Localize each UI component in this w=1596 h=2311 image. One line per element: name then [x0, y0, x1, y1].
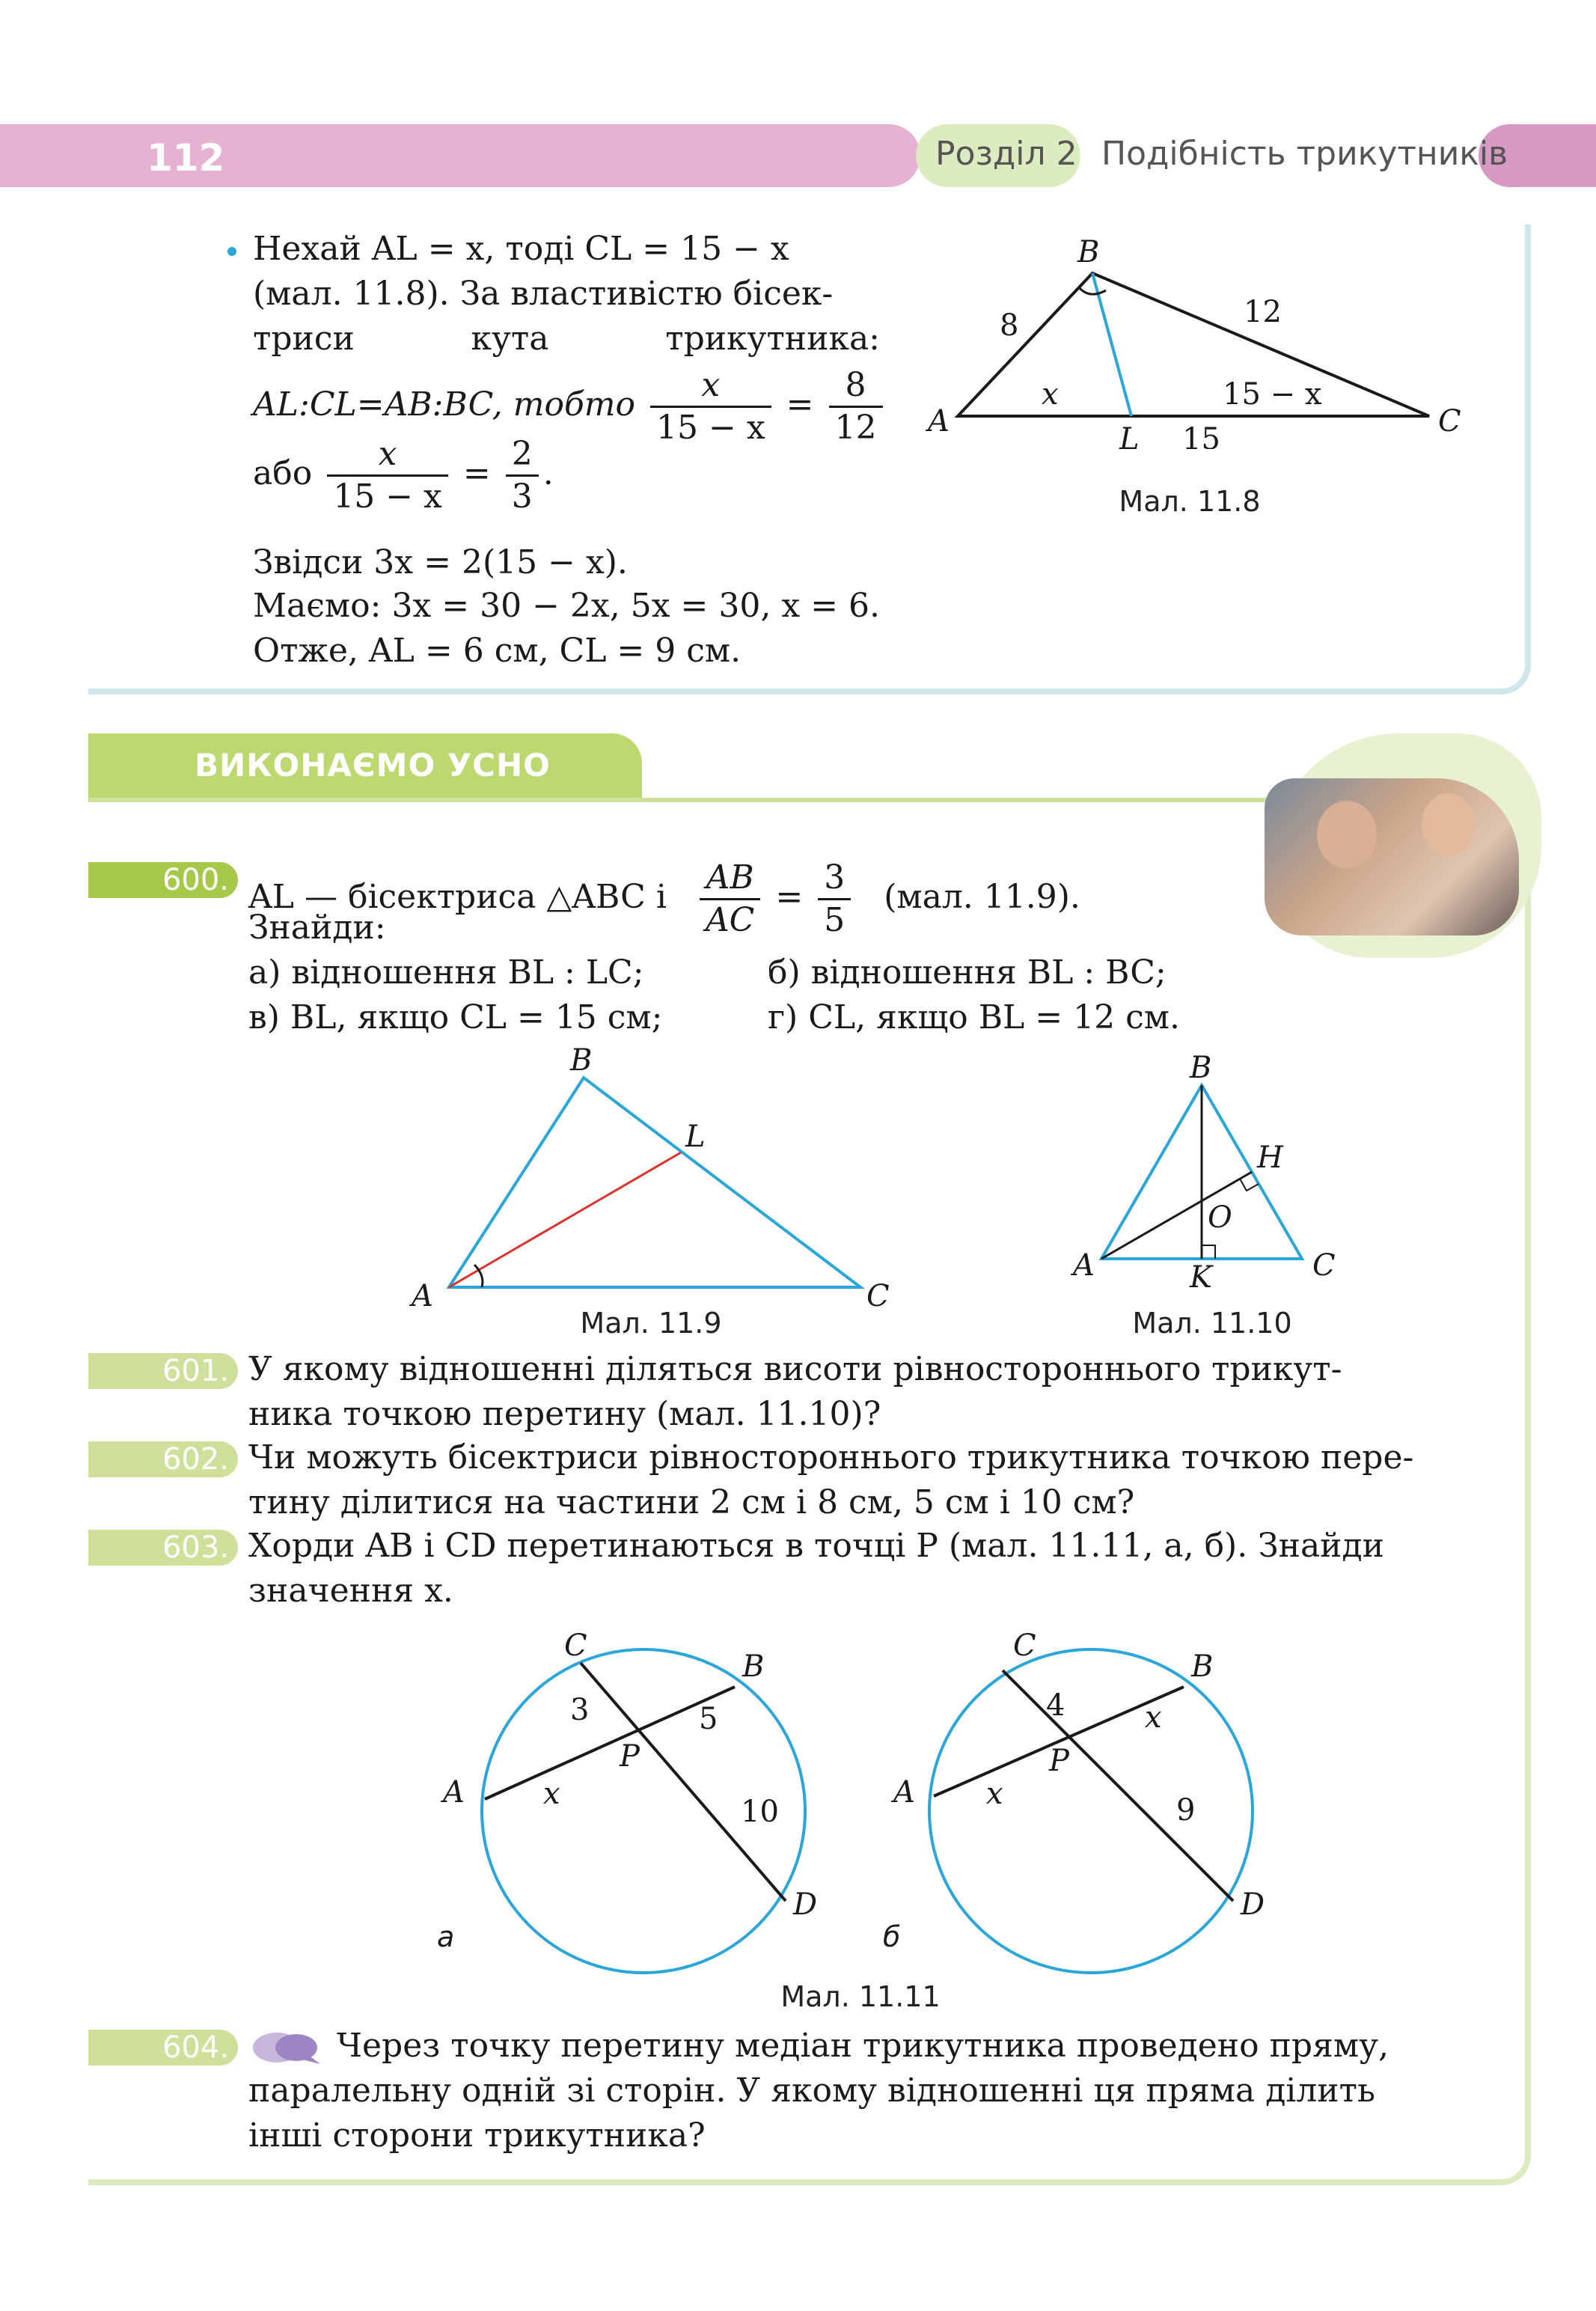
equals-sign: = — [786, 385, 814, 424]
label-k: K — [1190, 1260, 1212, 1295]
problem-604-line-2: паралельну одній зі сторін. У якому відношенні ця пряма ділить — [248, 2072, 1375, 2110]
caption-11-8: Мал. 11.8 — [1119, 485, 1261, 518]
equals-sign: = — [775, 878, 804, 916]
label-c: C — [1438, 404, 1461, 439]
problem-600-line-2: Знайди: — [248, 909, 386, 947]
label-l: L — [685, 1120, 706, 1154]
example-fraction-1 — [650, 365, 771, 448]
problem-600-fraction-1 — [700, 858, 760, 941]
problem-600-fraction-2 — [818, 858, 851, 941]
label-o: O — [1208, 1200, 1232, 1235]
problem-601-line-2: ника точкою перетину (мал. 11.10)? — [248, 1395, 881, 1433]
problem-604-badge: 604. — [88, 2030, 238, 2066]
caption-11-11: Мал. 11.11 — [780, 1980, 941, 2013]
page-number: 112 — [147, 136, 225, 180]
problem-601-badge: 601. — [88, 1353, 238, 1389]
problem-600-a: а) відношення BL : LC; — [248, 953, 644, 992]
example-line-4-prefix: AL:CL=AB:BC, тобто — [253, 385, 636, 424]
figure-11-9 — [404, 1048, 913, 1317]
problem-604-line-1: Через точку перетину медіан трикутника проведено пряму, — [337, 2027, 1389, 2065]
bullet — [227, 247, 236, 256]
header-band — [0, 124, 920, 187]
fraction-numerator: 3 — [818, 858, 851, 900]
problem-600-text: AL — бісектриса △ABC і — [248, 878, 667, 916]
problem-602-line-2: тину ділитися на частини 2 см і 8 см, 5 см і 10 см? — [248, 1483, 1135, 1521]
label-d: D — [1241, 1887, 1265, 1922]
fraction-numerator: AB — [700, 858, 760, 900]
example-line-5: або $\frac{x}{15 - x}$ = $\frac{2}{3}$ . — [253, 435, 554, 516]
side-bc: 12 — [1244, 295, 1282, 329]
bisector-al — [449, 1153, 681, 1287]
triangle-abc — [958, 273, 1429, 416]
example-line-1: Нехай AL = x, тоді CL = 15 − x — [253, 230, 789, 268]
chord-cd — [581, 1663, 786, 1901]
problem-604-line-3: інші сторони трикутника? — [248, 2116, 706, 2155]
label-b: B — [570, 1048, 593, 1078]
segment-lc: 15 − x — [1223, 377, 1322, 412]
problem-600-line-1 — [248, 858, 1236, 941]
chord-cd — [1003, 1670, 1233, 1901]
label-a: A — [1073, 1248, 1095, 1283]
label-l: L — [1119, 422, 1140, 449]
fraction-denominator: 12 — [834, 409, 877, 447]
segment-al: x — [1042, 377, 1059, 412]
side-ac: 15 — [1182, 422, 1220, 449]
right-angle-mark-k — [1202, 1245, 1215, 1259]
caption-11-9: Мал. 11.9 — [580, 1307, 722, 1340]
label-h: H — [1257, 1141, 1283, 1175]
angle-mark — [1079, 287, 1106, 294]
example-fraction-3 — [327, 434, 448, 517]
fraction-numerator: 8 — [829, 365, 883, 408]
segment-pd: 9 — [1176, 1793, 1196, 1828]
problem-602-line-1: Чи можуть бісектриси рівностороннього трикутника точкою пере- — [248, 1438, 1414, 1477]
fraction-denominator: 5 — [824, 901, 846, 939]
segment-cp: 4 — [1046, 1688, 1065, 1723]
label-b: B — [1191, 1649, 1214, 1684]
label-c: C — [1013, 1628, 1036, 1663]
equals-sign: = — [462, 454, 491, 492]
problem-600-c: в) BL, якщо CL = 15 см; — [248, 998, 663, 1037]
figure-11-10 — [1063, 1048, 1362, 1302]
segment-ap: x — [986, 1777, 1003, 1811]
example-line-5-prefix: або — [253, 454, 313, 492]
chapter-title: Подібність трикутників — [1101, 135, 1508, 173]
fraction-denominator: 15 − x — [656, 409, 765, 447]
figure-11-11-a — [434, 1617, 853, 1983]
fraction-numerator: x — [327, 434, 448, 477]
label-p: P — [1049, 1744, 1069, 1778]
example-fraction-2 — [829, 365, 883, 448]
fraction-denominator: 15 − x — [333, 477, 442, 516]
figure-11-11-b — [883, 1617, 1302, 1983]
caption-11-10: Мал. 11.10 — [1132, 1307, 1292, 1340]
segment-cp: 3 — [570, 1693, 590, 1727]
problem-600-badge: 600. — [88, 862, 238, 898]
problem-603-line-1: Хорди AB і CD перетинаються в точці P (мал. 11.11, а, б). Знайди — [248, 1527, 1384, 1565]
triangle-abc — [449, 1078, 860, 1287]
example-line-6: Звідси 3x = 2(15 − x). — [253, 543, 628, 581]
figure-11-11-b-label: б — [883, 1920, 901, 1953]
label-b: B — [742, 1649, 765, 1684]
problem-600-d: г) CL, якщо BL = 12 см. — [768, 998, 1180, 1037]
segment-pb: x — [1145, 1700, 1162, 1735]
example-line-7: Маємо: 3x = 30 − 2x, 5x = 30, x = 6. — [253, 587, 880, 625]
fraction-denominator: AC — [705, 901, 755, 939]
label-c: C — [866, 1279, 890, 1313]
person-icon — [1317, 801, 1377, 868]
example-line-2: (мал. 11.8). За властивістю бісек- — [253, 275, 834, 313]
figure-11-11-a-label: а — [437, 1920, 455, 1953]
label-b: B — [1077, 235, 1100, 269]
problem-600-ref: (мал. 11.9). — [884, 878, 1080, 916]
problem-601-line-1: У якому відношенні діляться висоти рівностороннього трикут- — [248, 1350, 1342, 1388]
section-label: Розділ 2 — [935, 135, 1077, 173]
side-ab: 8 — [1000, 308, 1019, 343]
label-a: A — [928, 404, 950, 439]
segment-pb: 5 — [699, 1702, 718, 1736]
oral-section-title: ВИКОНАЄМО УСНО — [195, 747, 551, 784]
example-line-3-text: триси кута трикутника: — [253, 320, 880, 358]
label-a: A — [443, 1775, 465, 1810]
problem-603-line-2: значення x. — [248, 1572, 453, 1610]
label-a: A — [893, 1775, 915, 1810]
problem-602-badge: 602. — [88, 1441, 238, 1477]
segment-pd: 10 — [741, 1795, 779, 1829]
problem-600-b: б) відношення BL : BC; — [768, 953, 1167, 992]
example-line-3 — [253, 317, 880, 361]
problem-603-badge: 603. — [88, 1530, 238, 1566]
fraction-numerator: x — [650, 365, 771, 408]
person-icon — [1422, 793, 1474, 856]
label-p: P — [620, 1739, 640, 1774]
label-d: D — [793, 1887, 818, 1922]
label-b: B — [1190, 1051, 1212, 1085]
label-c: C — [564, 1628, 587, 1663]
label-a: A — [412, 1279, 433, 1313]
example-fraction-4 — [506, 434, 539, 517]
circle — [929, 1649, 1253, 1973]
students-photo-inner — [1265, 778, 1519, 935]
segment-ap: x — [543, 1777, 560, 1811]
fraction-denominator: 3 — [511, 477, 533, 516]
figure-11-8 — [913, 225, 1496, 449]
label-c: C — [1312, 1248, 1336, 1283]
example-line-8: Отже, AL = 6 см, CL = 9 см. — [253, 632, 742, 670]
fraction-numerator: 2 — [506, 434, 539, 477]
discussion-icon — [250, 2030, 322, 2067]
